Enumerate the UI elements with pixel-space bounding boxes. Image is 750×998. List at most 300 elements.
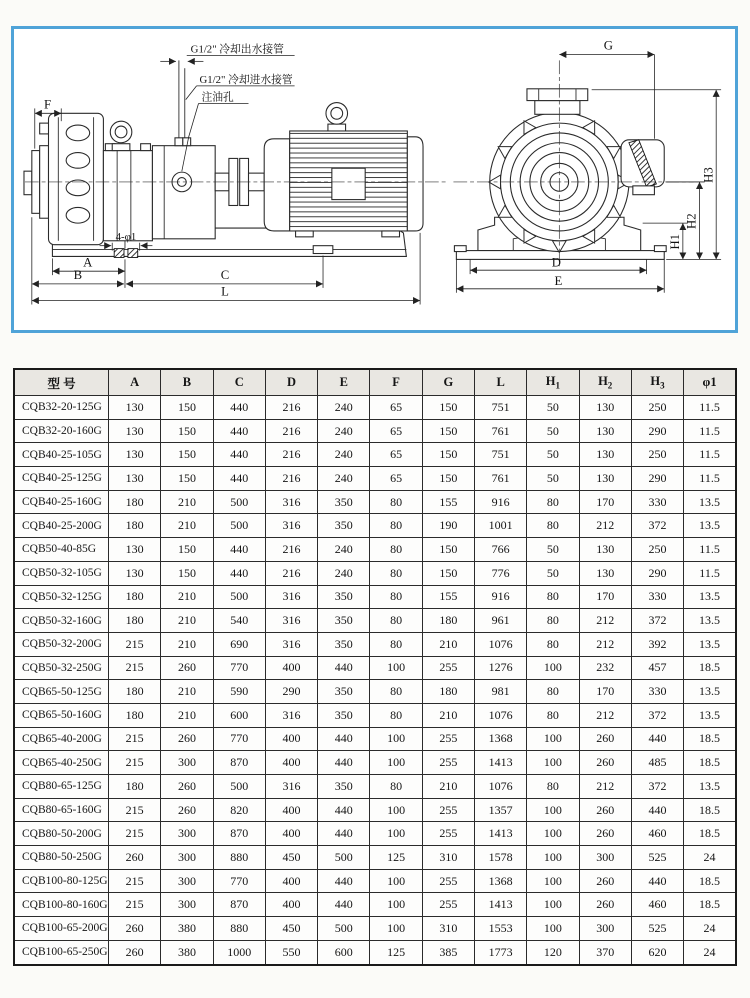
value-cell: 440	[213, 443, 265, 467]
dim-F: F	[43, 97, 52, 112]
value-cell: 13.5	[684, 680, 736, 704]
column-header: 型 号	[14, 369, 109, 396]
value-cell: 80	[370, 775, 422, 799]
value-cell: 13.5	[684, 632, 736, 656]
value-cell: 400	[265, 869, 317, 893]
value-cell: 130	[579, 396, 631, 420]
value-cell: 24	[684, 940, 736, 964]
value-cell: 100	[370, 869, 422, 893]
value-cell: 130	[579, 443, 631, 467]
value-cell: 1413	[474, 893, 526, 917]
value-cell: 180	[109, 514, 161, 538]
value-cell: 50	[527, 561, 579, 585]
value-cell: 690	[213, 632, 265, 656]
value-cell: 18.5	[684, 893, 736, 917]
value-cell: 80	[527, 585, 579, 609]
model-cell: CQB50-40-85G	[14, 538, 109, 562]
value-cell: 1773	[474, 940, 526, 964]
value-cell: 751	[474, 443, 526, 467]
model-cell: CQB100-65-250G	[14, 940, 109, 964]
value-cell: 100	[527, 893, 579, 917]
value-cell: 240	[318, 538, 370, 562]
value-cell: 210	[161, 632, 213, 656]
model-cell: CQB100-65-200G	[14, 917, 109, 941]
value-cell: 440	[213, 467, 265, 491]
value-cell: 1076	[474, 632, 526, 656]
value-cell: 150	[422, 467, 474, 491]
value-cell: 870	[213, 751, 265, 775]
table-row	[14, 727, 736, 751]
value-cell: 216	[265, 467, 317, 491]
value-cell: 372	[631, 514, 683, 538]
value-cell: 260	[579, 893, 631, 917]
value-cell: 180	[109, 585, 161, 609]
value-cell: 210	[422, 775, 474, 799]
column-header: D	[265, 369, 317, 396]
model-cell: CQB40-25-105G	[14, 443, 109, 467]
value-cell: 290	[631, 419, 683, 443]
support-bracket	[621, 140, 664, 195]
value-cell: 216	[265, 561, 317, 585]
value-cell: 130	[109, 443, 161, 467]
value-cell: 255	[422, 822, 474, 846]
value-cell: 370	[579, 940, 631, 964]
value-cell: 880	[213, 917, 265, 941]
value-cell: 380	[161, 940, 213, 964]
value-cell: 120	[527, 940, 579, 964]
value-cell: 80	[527, 775, 579, 799]
discharge-flange	[527, 89, 588, 114]
value-cell: 385	[422, 940, 474, 964]
value-cell: 240	[318, 467, 370, 491]
value-cell: 525	[631, 917, 683, 941]
value-cell: 330	[631, 490, 683, 514]
table-row	[14, 798, 736, 822]
value-cell: 260	[579, 798, 631, 822]
value-cell: 372	[631, 775, 683, 799]
value-cell: 260	[579, 751, 631, 775]
value-cell: 290	[631, 561, 683, 585]
dim-D: D	[551, 255, 561, 270]
value-cell: 770	[213, 727, 265, 751]
value-cell: 460	[631, 893, 683, 917]
value-cell: 350	[318, 703, 370, 727]
value-cell: 125	[370, 846, 422, 870]
value-cell: 250	[631, 538, 683, 562]
value-cell: 65	[370, 467, 422, 491]
value-cell: 130	[109, 467, 161, 491]
table-row	[14, 775, 736, 799]
value-cell: 18.5	[684, 869, 736, 893]
value-cell: 80	[370, 632, 422, 656]
value-cell: 130	[109, 538, 161, 562]
value-cell: 440	[631, 798, 683, 822]
value-cell: 212	[579, 632, 631, 656]
value-cell: 400	[265, 798, 317, 822]
value-cell: 18.5	[684, 822, 736, 846]
value-cell: 150	[161, 467, 213, 491]
value-cell: 440	[213, 561, 265, 585]
value-cell: 880	[213, 846, 265, 870]
value-cell: 870	[213, 893, 265, 917]
column-header: G	[422, 369, 474, 396]
value-cell: 11.5	[684, 419, 736, 443]
value-cell: 150	[161, 538, 213, 562]
value-cell: 300	[161, 822, 213, 846]
table-row	[14, 751, 736, 775]
value-cell: 50	[527, 419, 579, 443]
value-cell: 216	[265, 419, 317, 443]
value-cell: 13.5	[684, 703, 736, 727]
table-row	[14, 893, 736, 917]
value-cell: 100	[527, 917, 579, 941]
value-cell: 216	[265, 443, 317, 467]
value-cell: 100	[527, 798, 579, 822]
value-cell: 392	[631, 632, 683, 656]
value-cell: 130	[579, 467, 631, 491]
value-cell: 400	[265, 893, 317, 917]
motor-nameplate	[332, 168, 365, 199]
value-cell: 457	[631, 656, 683, 680]
value-cell: 232	[579, 656, 631, 680]
value-cell: 440	[213, 538, 265, 562]
value-cell: 440	[213, 396, 265, 420]
table-row	[14, 490, 736, 514]
model-cell: CQB80-65-125G	[14, 775, 109, 799]
value-cell: 500	[213, 775, 265, 799]
value-cell: 240	[318, 443, 370, 467]
value-cell: 80	[527, 703, 579, 727]
value-cell: 130	[579, 538, 631, 562]
column-header: $H_2$	[579, 369, 631, 396]
value-cell: 125	[370, 940, 422, 964]
value-cell: 440	[318, 798, 370, 822]
table-row	[14, 561, 736, 585]
value-cell: 215	[109, 727, 161, 751]
value-cell: 400	[265, 727, 317, 751]
value-cell: 1413	[474, 751, 526, 775]
dimension-table	[13, 368, 737, 966]
value-cell: 150	[161, 443, 213, 467]
value-cell: 155	[422, 490, 474, 514]
pump-casing	[24, 113, 103, 244]
side-view	[24, 43, 446, 305]
value-cell: 290	[265, 680, 317, 704]
value-cell: 240	[318, 419, 370, 443]
table-row	[14, 940, 736, 964]
value-cell: 130	[579, 561, 631, 585]
value-cell: 50	[527, 396, 579, 420]
value-cell: 440	[318, 727, 370, 751]
value-cell: 240	[318, 396, 370, 420]
column-header: L	[474, 369, 526, 396]
value-cell: 1578	[474, 846, 526, 870]
value-cell: 18.5	[684, 727, 736, 751]
pump-drawing-panel	[11, 26, 738, 333]
value-cell: 255	[422, 869, 474, 893]
value-cell: 300	[161, 869, 213, 893]
value-cell: 180	[109, 775, 161, 799]
model-cell: CQB65-50-125G	[14, 680, 109, 704]
value-cell: 100	[370, 656, 422, 680]
value-cell: 215	[109, 869, 161, 893]
table-row	[14, 396, 736, 420]
value-cell: 500	[318, 846, 370, 870]
column-header: F	[370, 369, 422, 396]
value-cell: 180	[109, 490, 161, 514]
value-cell: 180	[422, 680, 474, 704]
value-cell: 215	[109, 822, 161, 846]
value-cell: 255	[422, 656, 474, 680]
value-cell: 1357	[474, 798, 526, 822]
value-cell: 80	[527, 609, 579, 633]
value-cell: 80	[370, 703, 422, 727]
value-cell: 500	[213, 585, 265, 609]
value-cell: 65	[370, 419, 422, 443]
value-cell: 300	[579, 917, 631, 941]
value-cell: 310	[422, 917, 474, 941]
value-cell: 751	[474, 396, 526, 420]
value-cell: 18.5	[684, 798, 736, 822]
value-cell: 215	[109, 632, 161, 656]
anchor-foot	[114, 249, 124, 258]
value-cell: 180	[109, 680, 161, 704]
value-cell: 761	[474, 419, 526, 443]
value-cell: 215	[109, 656, 161, 680]
dim-E: E	[554, 273, 563, 288]
value-cell: 150	[422, 561, 474, 585]
table-row	[14, 703, 736, 727]
value-cell: 18.5	[684, 656, 736, 680]
value-cell: 440	[318, 869, 370, 893]
value-cell: 766	[474, 538, 526, 562]
value-cell: 1368	[474, 869, 526, 893]
value-cell: 255	[422, 893, 474, 917]
value-cell: 50	[527, 443, 579, 467]
dim-G: G	[603, 38, 613, 53]
value-cell: 100	[370, 822, 422, 846]
value-cell: 1076	[474, 703, 526, 727]
value-cell: 260	[109, 846, 161, 870]
model-cell: CQB50-32-160G	[14, 609, 109, 633]
column-header: B	[161, 369, 213, 396]
table-row	[14, 656, 736, 680]
value-cell: 590	[213, 680, 265, 704]
value-cell: 540	[213, 609, 265, 633]
value-cell: 250	[631, 396, 683, 420]
value-cell: 400	[265, 656, 317, 680]
value-cell: 80	[370, 538, 422, 562]
column-header: C	[213, 369, 265, 396]
value-cell: 250	[631, 443, 683, 467]
value-cell: 100	[370, 893, 422, 917]
value-cell: 372	[631, 703, 683, 727]
value-cell: 300	[161, 751, 213, 775]
value-cell: 50	[527, 538, 579, 562]
value-cell: 150	[422, 419, 474, 443]
value-cell: 80	[370, 680, 422, 704]
value-cell: 180	[109, 609, 161, 633]
value-cell: 440	[631, 727, 683, 751]
value-cell: 440	[318, 656, 370, 680]
table-row	[14, 585, 736, 609]
dimension-table-body	[14, 396, 736, 965]
coupling-housing	[103, 121, 152, 241]
value-cell: 400	[265, 822, 317, 846]
value-cell: 65	[370, 396, 422, 420]
table-row	[14, 538, 736, 562]
value-cell: 330	[631, 680, 683, 704]
value-cell: 80	[370, 514, 422, 538]
value-cell: 300	[161, 893, 213, 917]
model-cell: CQB80-65-160G	[14, 798, 109, 822]
model-cell: CQB40-25-125G	[14, 467, 109, 491]
model-cell: CQB65-40-250G	[14, 751, 109, 775]
value-cell: 210	[422, 703, 474, 727]
value-cell: 770	[213, 869, 265, 893]
value-cell: 155	[422, 585, 474, 609]
dim-H2: H2	[684, 213, 699, 229]
value-cell: 260	[579, 727, 631, 751]
value-cell: 260	[161, 775, 213, 799]
value-cell: 210	[161, 609, 213, 633]
value-cell: 80	[527, 680, 579, 704]
callout-cooling-outlet: G1/2" 冷却出水接管	[190, 43, 284, 56]
value-cell: 316	[265, 632, 317, 656]
callout-oil-hole: 注油孔	[201, 91, 234, 104]
value-cell: 11.5	[684, 443, 736, 467]
table-row	[14, 680, 736, 704]
value-cell: 916	[474, 490, 526, 514]
dim-A: A	[83, 255, 93, 270]
value-cell: 820	[213, 798, 265, 822]
value-cell: 350	[318, 680, 370, 704]
value-cell: 1000	[213, 940, 265, 964]
column-header: $H_1$	[527, 369, 579, 396]
value-cell: 190	[422, 514, 474, 538]
value-cell: 180	[109, 703, 161, 727]
value-cell: 80	[527, 514, 579, 538]
model-cell: CQB40-25-200G	[14, 514, 109, 538]
value-cell: 130	[109, 419, 161, 443]
value-cell: 240	[318, 561, 370, 585]
value-cell: 440	[631, 869, 683, 893]
value-cell: 330	[631, 585, 683, 609]
value-cell: 130	[579, 419, 631, 443]
value-cell: 210	[161, 490, 213, 514]
value-cell: 316	[265, 490, 317, 514]
column-header: $H_3$	[631, 369, 683, 396]
model-cell: CQB100-80-160G	[14, 893, 109, 917]
model-cell: CQB80-50-250G	[14, 846, 109, 870]
dim-C: C	[220, 268, 230, 283]
value-cell: 100	[527, 869, 579, 893]
value-cell: 350	[318, 585, 370, 609]
value-cell: 485	[631, 751, 683, 775]
value-cell: 440	[213, 419, 265, 443]
value-cell: 525	[631, 846, 683, 870]
value-cell: 316	[265, 585, 317, 609]
value-cell: 216	[265, 396, 317, 420]
value-cell: 180	[422, 609, 474, 633]
value-cell: 100	[370, 727, 422, 751]
dim-L: L	[221, 284, 229, 299]
value-cell: 260	[579, 869, 631, 893]
value-cell: 1553	[474, 917, 526, 941]
value-cell: 24	[684, 917, 736, 941]
value-cell: 260	[579, 822, 631, 846]
value-cell: 600	[318, 940, 370, 964]
value-cell: 80	[527, 632, 579, 656]
value-cell: 372	[631, 609, 683, 633]
value-cell: 916	[474, 585, 526, 609]
value-cell: 440	[318, 751, 370, 775]
value-cell: 316	[265, 514, 317, 538]
value-cell: 350	[318, 609, 370, 633]
value-cell: 150	[161, 561, 213, 585]
value-cell: 260	[109, 917, 161, 941]
table-row	[14, 514, 736, 538]
value-cell: 11.5	[684, 538, 736, 562]
model-cell: CQB40-25-160G	[14, 490, 109, 514]
value-cell: 130	[109, 396, 161, 420]
value-cell: 150	[161, 396, 213, 420]
table-row	[14, 846, 736, 870]
value-cell: 13.5	[684, 514, 736, 538]
value-cell: 500	[213, 490, 265, 514]
value-cell: 210	[422, 632, 474, 656]
value-cell: 170	[579, 490, 631, 514]
dim-H3: H3	[701, 167, 716, 183]
model-cell: CQB65-40-200G	[14, 727, 109, 751]
value-cell: 210	[161, 703, 213, 727]
value-cell: 961	[474, 609, 526, 633]
model-cell: CQB80-50-200G	[14, 822, 109, 846]
value-cell: 80	[527, 490, 579, 514]
value-cell: 100	[527, 751, 579, 775]
value-cell: 11.5	[684, 396, 736, 420]
value-cell: 620	[631, 940, 683, 964]
value-cell: 50	[527, 467, 579, 491]
value-cell: 260	[161, 727, 213, 751]
table-row	[14, 917, 736, 941]
value-cell: 80	[370, 490, 422, 514]
value-cell: 380	[161, 917, 213, 941]
dim-H1: H1	[667, 233, 682, 250]
value-cell: 13.5	[684, 775, 736, 799]
value-cell: 770	[213, 656, 265, 680]
value-cell: 350	[318, 775, 370, 799]
column-header: φ1	[684, 369, 736, 396]
value-cell: 1276	[474, 656, 526, 680]
table-row	[14, 869, 736, 893]
value-cell: 400	[265, 751, 317, 775]
value-cell: 100	[527, 656, 579, 680]
callout-cooling-inlet: G1/2" 冷却进水接管	[199, 73, 293, 86]
value-cell: 100	[370, 798, 422, 822]
front-view	[453, 39, 721, 293]
value-cell: 24	[684, 846, 736, 870]
table-row	[14, 609, 736, 633]
value-cell: 100	[527, 727, 579, 751]
value-cell: 13.5	[684, 490, 736, 514]
value-cell: 1368	[474, 727, 526, 751]
value-cell: 80	[370, 609, 422, 633]
model-cell: CQB50-32-125G	[14, 585, 109, 609]
value-cell: 255	[422, 751, 474, 775]
anchor-foot	[128, 249, 138, 258]
value-cell: 130	[109, 561, 161, 585]
